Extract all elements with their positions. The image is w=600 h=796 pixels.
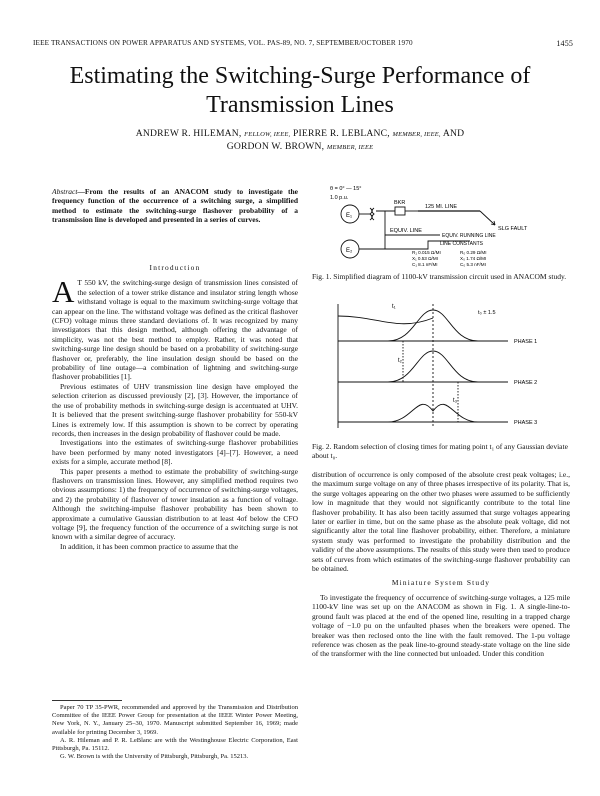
intro-paragraph-1-text: T 550 kV, the switching-surge design of transmission lines consisted of the selection of a tower strike distance and insulator string length whose withstand voltage is equal to the maximum switching-surge voltage that can appear on the line. The withstand voltage was defined as the critical flashover (CFO) voltage minus three standard deviations σf. It was recognized by many investigators that this design method, although offering the advantage of simplicity, was not the best method to employ. Rather, it was noted that switching-surge line design should be based on a probability of switching-surge flashover or, preferably, the line insulation design should be based on the probability of line outage—a combination of lightning and switching-surge flashover probabilities [1]. [52,278,298,382]
figure-1-caption: Fig. 1. Simplified diagram of 1100-kV transmission circuit used in ANACOM study. [312,272,567,281]
intro-paragraph-1 [52,274,298,382]
phase-3-label: PHASE 3 [514,420,538,426]
equiv-line-label: EQUIV. LINE [390,228,422,234]
phase-1-label: PHASE 1 [514,339,538,345]
author-1: ANDREW R. HILEMAN, [135,128,242,139]
figure-2-caption: Fig. 2. Random selection of closing times for mating point t₁ of any Gaussian deviate about t₀. [312,442,568,461]
line1-label: 125 MI. LINE [425,204,458,210]
author-2-grade: MEMBER, IEEE, [392,131,441,138]
title-line-2: Transmission Lines [206,92,394,118]
phase-2-label: PHASE 2 [514,380,538,386]
t1-label: t₁ [392,304,396,310]
intro-paragraph-5: In addition, it has been common practice to assume that the [60,541,239,551]
r0-label: R₀ 0.29 Ω/MI [460,250,487,255]
abstract-label: Abstract [52,187,78,196]
fig2-tag: t₀ ± 1.5 [478,310,496,316]
breaker-symbol [395,207,405,215]
footnote-3: G. W. Brown is with the University of Pittsburgh, Pittsburgh, Pa. 15213. [60,753,249,761]
paper-title [40,62,560,120]
line-constants-heading: LINE CONSTANTS [440,241,483,247]
breaker-label: BKR [394,200,406,206]
drop-cap: A [52,274,75,310]
figure-2-closing-times [318,296,568,436]
source-1-label: E₁ [346,213,353,219]
abstract [52,187,298,225]
c0-label: C₀ 5.3 nF/MI [460,262,486,267]
x0-label: X₀ 1.74 Ω/MI [460,256,487,261]
x1-label: X₁ 0.53 Ω/MI [412,256,438,261]
left-column [52,263,298,551]
author-1-grade: FELLOW, IEEE, [244,131,291,138]
footnotes [52,704,298,761]
right-paragraph-2: To investigate the frequency of occurrence of switching-surge voltages, a 125 mile 1100-kV line was set up on the ANACOM as shown in Fig. 1. A single-line-to-ground fault was placed at the end of the opened line, resulting in a trapped charge voltage of −1.0 pu on the unfaulted phases when the breakers were opened. The breaker was then reclosed onto the line with the fault removed. The 1-pu voltage reference was chosen as the peak line-to-ground steady-state voltage on the line side of the transformer with the line connected but unloaded. Under this condition [312,592,570,659]
section-heading-introduction: Introduction [149,263,201,272]
author-3: GORDON W. BROWN, [226,141,325,152]
footnote-1: Paper 70 TP 35-PWR, recommended and approved by the Transmission and Distribution Committee of the IEEE Power Group for presentation at the IEEE Winter Power Meeting, New York, N. Y., January 25–30, 1970. Manuscript submitted September 16, 1969; made available for printing December 3, 1969. [52,704,298,736]
running-head [33,39,573,47]
page-number: 1455 [556,39,573,48]
footnote-2: A. R. Hileman and P. R. LeBlanc are with the Westinghouse Electric Corporation, East Pittsburgh, Pa. 15112. [52,736,298,753]
right-paragraph-1: distribution of occurrence is only composed of the absolute crest peak voltages; i.e., the maximum surge voltage on any of three phases irrespective of its polarity. That is, the surge voltages appearing on the other two phases were assumed to be sufficiently low in magnitude that they would not significantly contribute to the total line flashover probability. It has also been tacitly assumed that surge voltages appearing later or earlier in time, but on the same phase as the absolute peak voltage, did not significantly alter the total line flashover probability, either. Therefore, a miniature system study was performed to investigate the probability distribution and the validity of the above assumptions. The results of this study were then used to produce sets of curves from which estimates of the switching-surge flashover probability can be obtained. [312,470,570,574]
abstract-text: —From the results of an ANACOM study to investigate the frequency function of the occurrence of a switching surge, a simplified method to estimate the switching-surge flashover probability of a transmission line is developed and presented in a series of curves. [52,187,298,225]
intro-paragraph-2: Previous estimates of UHV transmission line design have employed the selection criterion as discussed previously [2], [3]. However, the importance of the use of probability methods in switching-surge design is accentuated at UHV. It is believed that the present switching-surge flashover probability for 550-kV Lines is extremely low. If this assumption is shown to be correct by operating records, then increases in the design probability of flashover could be made. [52,381,298,438]
author-3-grade: MEMBER, IEEE [326,144,374,151]
section-heading-miniature-study: Miniature System Study [391,578,491,588]
right-column [312,470,570,659]
running-head-text: IEEE TRANSACTIONS ON POWER APPARATUS AND SYSTEMS, VOL. PAS-89, NO. 7, SEPTEMBER/OCTOBER 1970 [33,39,413,47]
intro-paragraph-3: Investigations into the estimates of switching-surge flashover probabilities have been performed by many noted investigators [4]–[7]. However, a need exists for a simple, accurate method [8]. [52,438,298,467]
intro-paragraph-4: This paper presents a method to estimate the probability of switching-surge flashovers on transmission lines. However, any simplified method requires two obvious assumptions: 1) the frequency of occurrence of switching-surge voltages, and 2) the probability of flashover of tower insulation as a function of voltage. Although the switching-impulse flashover probability has been shown to approximate a cumulative Gaussian distribution to at least 4σf below the CFO voltage [9], the frequency function of the occurrence of a switching surge is not known with a similar degree of accuracy. [52,466,298,542]
author-and: AND [442,128,465,139]
figure-1-circuit-diagram [310,180,570,270]
ratio-label: 1.0 p.u. [330,195,349,201]
footnote-rule [52,700,122,701]
r1-label: R₁ 0.015 Ω/MI [412,250,441,255]
c1-label: C₁ 8.1 nF/MI [412,262,438,267]
source-2-label: E₂ [346,248,353,254]
author-2: PIERRE R. LEBLANC, [292,128,390,139]
fault-label: SLG FAULT [498,226,528,232]
transformer-coil [370,208,374,220]
author-list [60,128,540,154]
angle-label: θ = 0° — 15° [330,186,362,192]
equiv-running-line-label: EQUIV. RUNNING LINE [442,233,496,239]
title-line-1: Estimating the Switching-Surge Performance of [69,63,531,89]
t2-label: t₂ [398,358,402,364]
t3-label: t₃ [453,398,458,404]
